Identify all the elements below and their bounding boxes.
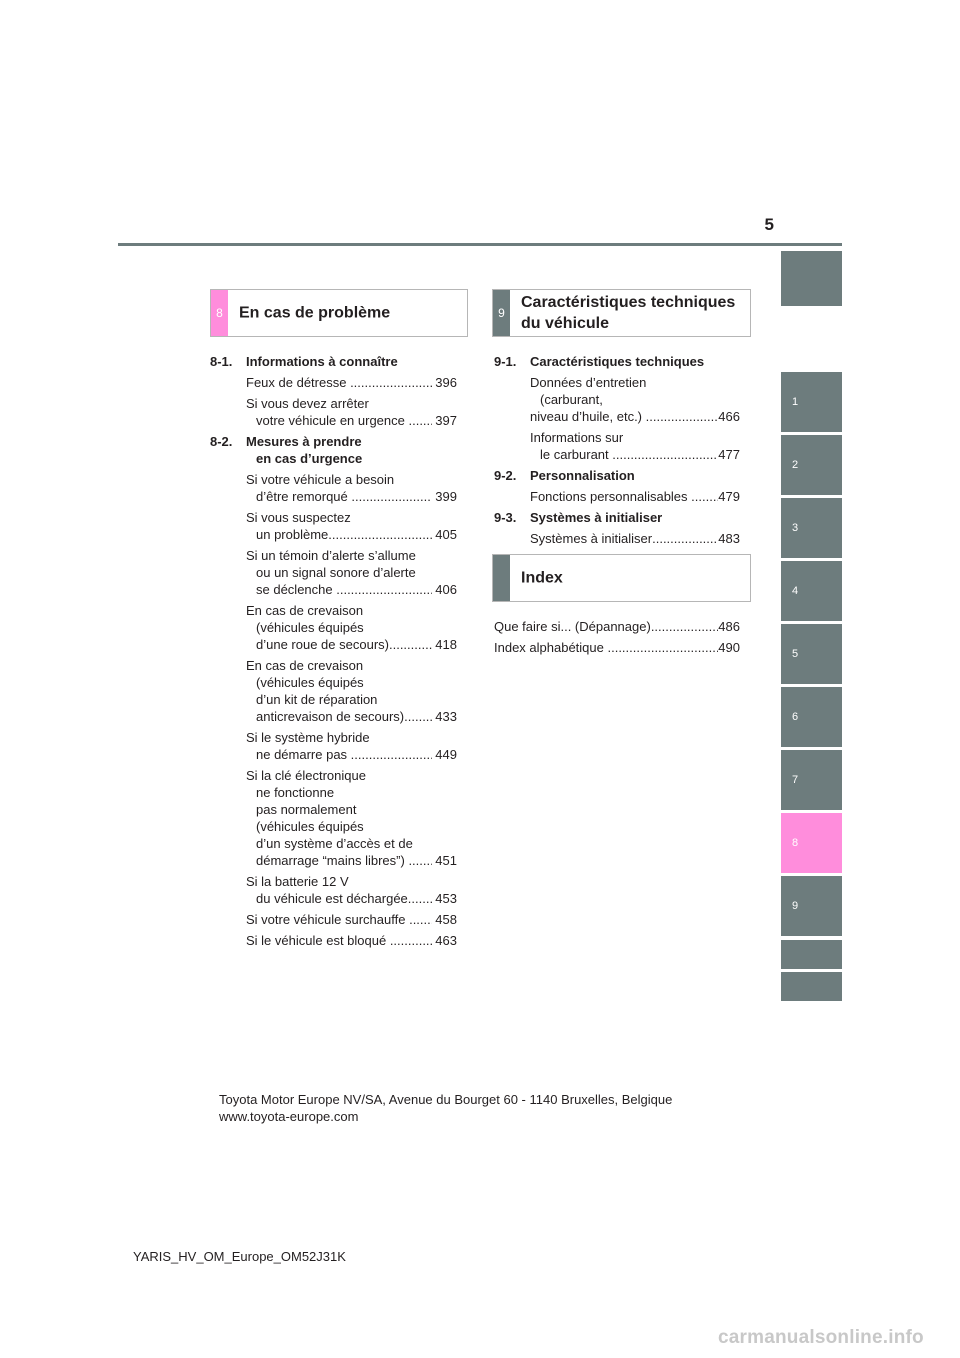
toc-entry[interactable]: Si vous devez arrêter votre véhicule en urgence ..... 397 [210,395,457,429]
toc-category[interactable]: 9-1. Caractéristiques techniques [494,354,705,369]
toc-entry[interactable]: Systèmes à initialiser ..... 483 [494,530,740,547]
toc-entry[interactable]: Données d’entretien (carburant, niveau d’huile, etc.) ..... 466 [494,374,740,425]
chapter-tab-blank[interactable] [781,251,842,306]
toc-entry[interactable]: Si votre véhicule surchauffe ..... 458 [210,911,457,928]
chapter-tab-4[interactable] [781,561,842,621]
toc-category[interactable]: 9-2. Personnalisation [494,468,635,483]
chapter-tab-1[interactable] [781,372,842,432]
toc-entry[interactable]: Si la batterie 12 V du véhicule est déchargée ..... 453 [210,873,457,907]
toc-category[interactable]: 8-2. Mesures à prendre en cas d’urgence [210,434,363,466]
toc-entry[interactable]: Si un témoin d’alerte s’allume ou un signal sonore d’alerte se déclenche ..... 406 [210,547,457,598]
section-8-number-tab [211,290,228,336]
chapter-tab-9[interactable] [781,876,842,936]
chapter-tab-label: 3 [792,522,799,534]
chapter-tab-label: 6 [792,711,799,723]
toc-entry[interactable]: Informations sur le carburant ..... 477 [494,429,740,463]
toc-category[interactable]: 9-3. Systèmes à initialiser [494,510,663,525]
toc-entry[interactable]: Si vous suspectez un problème ..... 405 [210,509,457,543]
header-rule [118,243,842,246]
chapter-tab-label: 2 [792,459,799,471]
toc-entry[interactable]: Fonctions personnalisables ..... 479 [494,488,740,505]
section-number: 9 [498,306,505,320]
section-8-heading [210,289,468,337]
toc-entry[interactable]: Que faire si... (Dépannage) ..... 486 [494,618,740,635]
chapter-tab-label: 7 [792,774,799,786]
toc-category[interactable]: 8-1. Informations à connaître [210,354,398,369]
toc-section-9 [494,353,740,551]
chapter-tab-8[interactable] [781,813,842,873]
chapter-tab-label: 9 [792,900,799,912]
toc-entry[interactable]: Si le véhicule est bloqué ..... 463 [210,932,457,949]
chapter-tab-extra[interactable] [781,972,842,1001]
publisher-address: Toyota Motor Europe NV/SA, Avenue du Bourget 60 - 1140 Bruxelles, Belgique www.toyota-europe.com [219,1092,673,1124]
website-link[interactable]: www.toyota-europe.com [219,1109,359,1124]
toc-entry[interactable]: En cas de crevaison (véhicules équipés d’un kit de réparation anticrevaison de secours) ..... 433 [210,657,457,725]
toc-entry[interactable]: Feux de détresse ..... 396 [210,374,457,391]
toc-entry[interactable]: Si votre véhicule a besoin d’être remorqué ..... 399 [210,471,457,505]
chapter-tab-label: 5 [792,648,799,660]
toc-entry[interactable]: Si la clé électronique ne fonctionne pas normalement (véhicules équipés d’un système d’accès et de démarrage “mains libres”) ..... 451 [210,767,457,869]
chapter-tab-5[interactable] [781,624,842,684]
toc-entry[interactable]: Index alphabétique ..... 490 [494,639,740,656]
watermark: carmanualsonline.info [718,1327,924,1348]
toc-entry[interactable]: Si le système hybride ne démarre pas ..... 449 [210,729,457,763]
page-number: 5 [764,215,774,234]
chapter-tab-label: 8 [792,837,799,849]
index-heading [492,554,751,602]
section-number: 8 [216,306,223,320]
section-title: Index [521,569,563,587]
chapter-tab-index[interactable] [781,940,842,969]
index-number-tab [493,555,510,601]
chapter-tab-2[interactable] [781,435,842,495]
toc-index [494,618,740,660]
section-9-number-tab [493,290,510,336]
chapter-tab-7[interactable] [781,750,842,810]
chapter-tab-label: 1 [792,396,799,408]
toc-section-8 [210,353,457,953]
chapter-tab-3[interactable] [781,498,842,558]
section-title: En cas de problème [239,304,391,322]
chapter-tab-label: 4 [792,585,799,597]
section-title: Caractéristiques techniques du véhicule [521,294,736,332]
toc-entry[interactable]: En cas de crevaison (véhicules équipés d’une roue de secours) ..... 418 [210,602,457,653]
chapter-tab-6[interactable] [781,687,842,747]
document-code: YARIS_HV_OM_Europe_OM52J31K [133,1249,346,1264]
section-9-heading [492,289,751,337]
